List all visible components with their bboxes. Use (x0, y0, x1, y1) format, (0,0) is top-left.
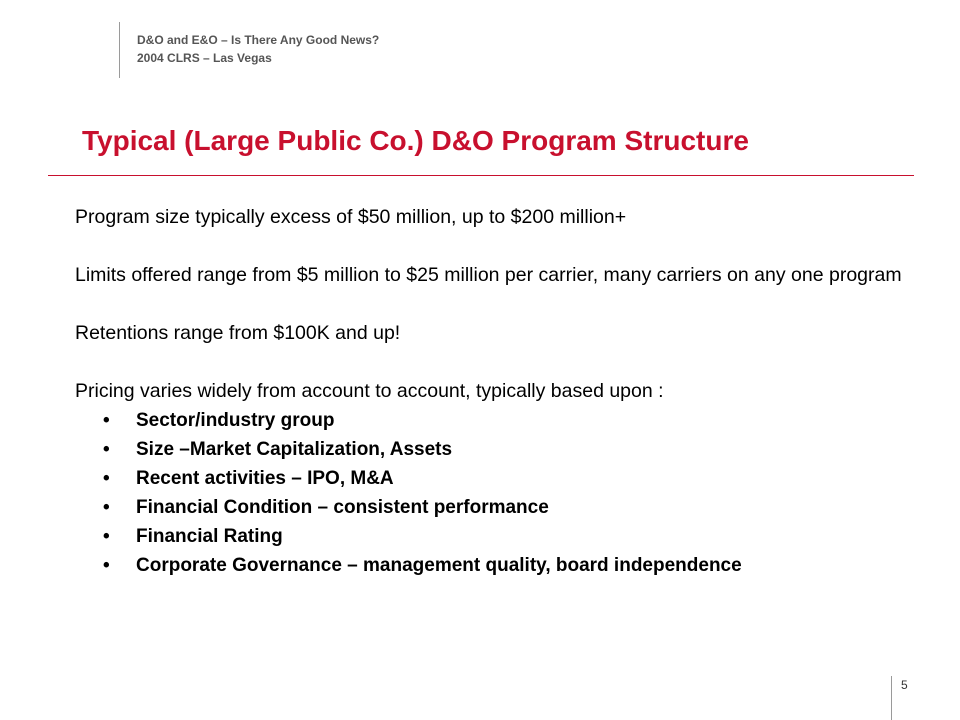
list-item (75, 522, 915, 551)
bullet-icon: • (103, 497, 110, 518)
bullet-text: Corporate Governance – management quality, board independence (136, 555, 742, 576)
list-item (75, 406, 915, 435)
pricing-factors-list (75, 406, 915, 580)
bullet-icon: • (103, 555, 110, 576)
bullet-icon: • (103, 439, 110, 460)
bullet-icon: • (103, 468, 110, 489)
title-underline (48, 175, 914, 176)
slide-body (75, 203, 915, 580)
bullet-text: Financial Condition – consistent performance (136, 497, 549, 518)
bullet-text: Sector/industry group (136, 410, 335, 431)
header-divider (119, 22, 120, 78)
paragraph-pricing: Pricing varies widely from account to account, typically based upon : (75, 380, 664, 402)
list-item (75, 493, 915, 522)
page-number: 5 (901, 678, 908, 692)
paragraph-retentions: Retentions range from $100K and up! (75, 322, 401, 344)
list-item (75, 551, 915, 580)
paragraph-limits: Limits offered range from $5 million to $25 million per carrier, many carriers on any one program (75, 264, 902, 286)
list-item (75, 435, 915, 464)
presentation-event: 2004 CLRS – Las Vegas (137, 51, 272, 65)
footer-divider (891, 676, 892, 720)
bullet-text: Financial Rating (136, 526, 283, 547)
presentation-title: D&O and E&O – Is There Any Good News? (137, 33, 380, 47)
bullet-icon: • (103, 410, 110, 431)
paragraph-program-size: Program size typically excess of $50 million, up to $200 million+ (75, 206, 627, 228)
slide-title: Typical (Large Public Co.) D&O Program Structure (82, 125, 749, 156)
list-item (75, 464, 915, 493)
bullet-icon: • (103, 526, 110, 547)
bullet-text: Size –Market Capitalization, Assets (136, 439, 453, 460)
bullet-text: Recent activities – IPO, M&A (136, 468, 394, 489)
